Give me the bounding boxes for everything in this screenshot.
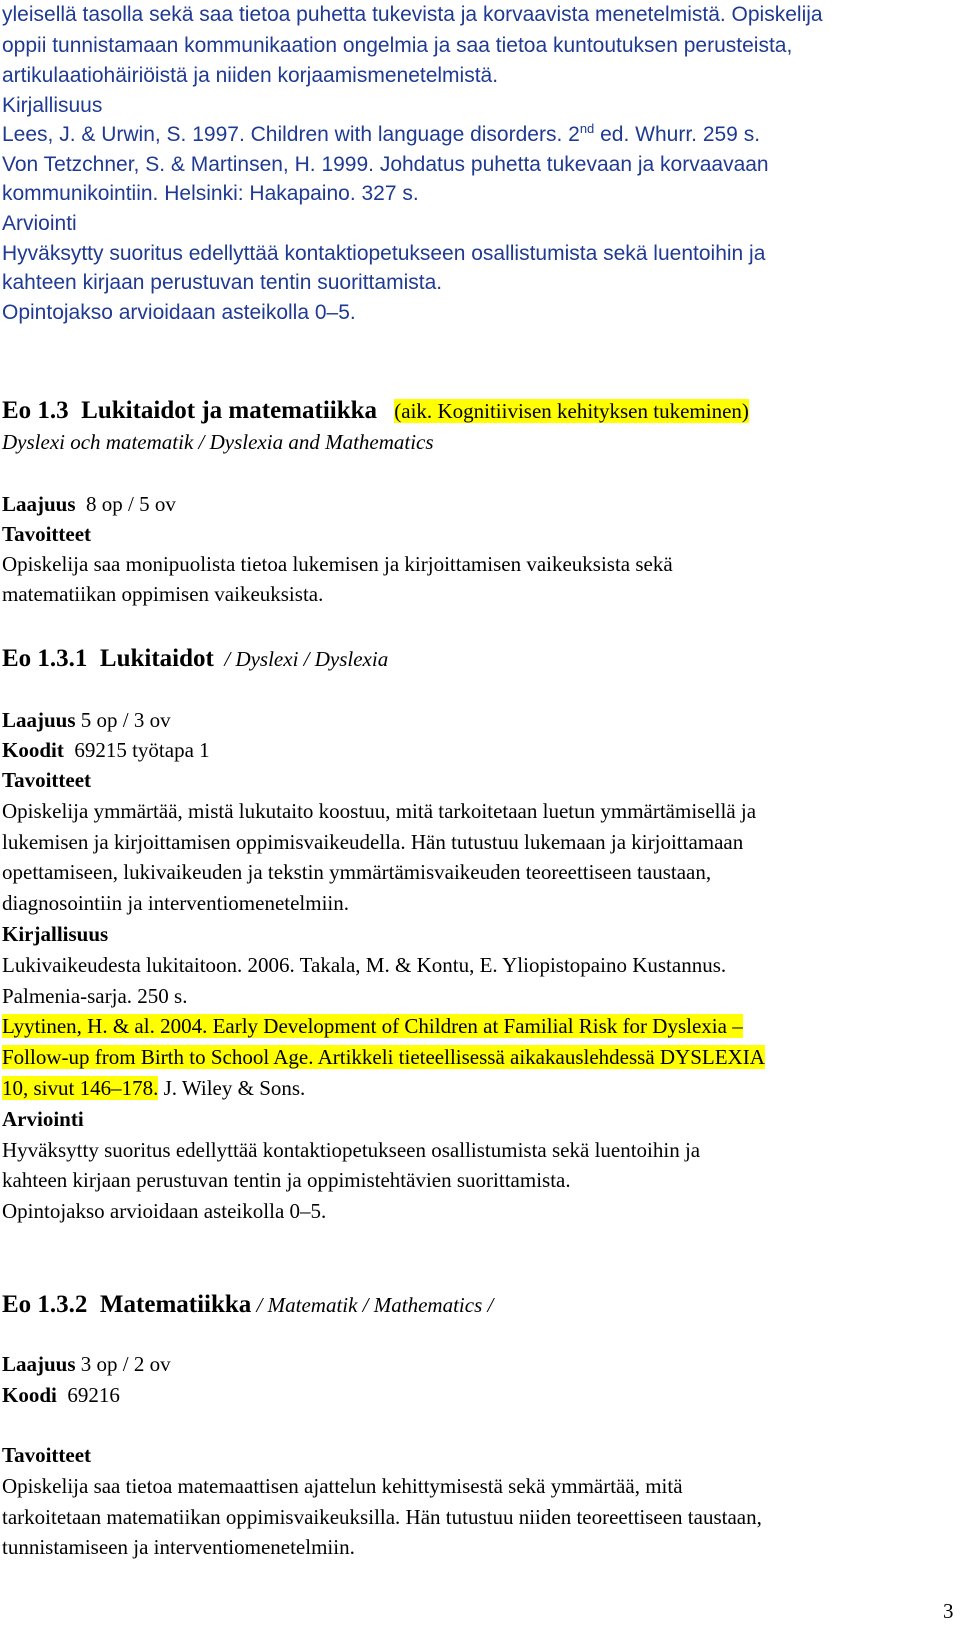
goals-heading: Tavoitteet [2, 522, 92, 546]
literature-item: 10, sivut 146–178. J. Wiley & Sons. [2, 1076, 306, 1100]
evaluation-heading: Arviointi [2, 212, 77, 235]
evaluation-line: kahteen kirjaan perustuvan tentin suorittamista. [2, 271, 443, 294]
scope-row: Laajuus 5 op / 3 ov [2, 708, 171, 732]
literature-item: Palmenia-sarja. 250 s. [2, 984, 188, 1008]
literature-item-highlighted: Lyytinen, H. & al. 2004. Early Development of Children at Familial Risk for Dyslexia – [2, 1014, 743, 1038]
code-row: Koodi 69216 [2, 1383, 120, 1407]
literature-item: Lees, J. & Urwin, S. 1997. Children with language disorders. 2nd ed. Whurr. 259 s. [2, 121, 761, 146]
goals-line: diagnosointiin ja interventiomenetelmiin. [2, 891, 350, 915]
intro-line-2: oppii tunnistamaan kommunikaation ongelmia ja saa tietoa kuntoutuksen perusteista, [2, 34, 793, 57]
goals-heading: Tavoitteet [2, 768, 92, 792]
literature-heading: Kirjallisuus [2, 94, 103, 117]
goals-line: tunnistamiseen ja interventiomenetelmiin. [2, 1535, 355, 1559]
goals-line: Opiskelija saa tietoa matemaattisen ajattelun kehittymisestä sekä ymmärtää, mitä [2, 1474, 683, 1498]
goals-line: Opiskelija ymmärtää, mistä lukutaito koostuu, mitä tarkoitetaan luetun ymmärtämisellä ja [2, 799, 757, 823]
literature-heading: Kirjallisuus [2, 922, 109, 946]
section-title-eo132: Eo 1.3.2 Matematiikka / Matematik / Mathematics / [2, 1291, 494, 1318]
intro-line-1: yleisellä tasolla sekä saa tietoa puhetta tukevista ja korvaavista menetelmistä. Opiskelija [2, 3, 823, 26]
goals-line: lukemisen ja kirjoittamisen oppimisvaikeudella. Hän tutustuu lukemaan ja kirjoittamaan [2, 830, 744, 854]
literature-item-highlighted: Follow-up from Birth to School Age. Artikkeli tieteellisessä aikakauslehdessä DYSLEXIA [2, 1045, 765, 1069]
section-title-eo13: Eo 1.3 Lukitaidot ja matematiikka (aik. Kognitiivisen kehityksen tukeminen) [2, 397, 749, 424]
evaluation-line: Hyväksytty suoritus edellyttää kontaktiopetukseen osallistumista sekä luentoihin ja [2, 1138, 701, 1162]
section-title-eo131: Eo 1.3.1 Lukitaidot / Dyslexi / Dyslexia [2, 645, 389, 672]
scope-row: Laajuus 3 op / 2 ov [2, 1352, 171, 1376]
scope-row: Laajuus 8 op / 5 ov [2, 492, 176, 516]
page-number: 3 [943, 1599, 954, 1623]
literature-item: kommunikointiin. Helsinki: Hakapaino. 327 s. [2, 182, 419, 205]
code-row: Koodit 69215 työtapa 1 [2, 738, 210, 762]
evaluation-heading: Arviointi [2, 1107, 84, 1131]
evaluation-line: Opintojakso arvioidaan asteikolla 0–5. [2, 301, 356, 324]
goals-line: matematiikan oppimisen vaikeuksista. [2, 582, 324, 606]
evaluation-line: kahteen kirjaan perustuvan tentin ja oppimistehtävien suorittamista. [2, 1168, 571, 1192]
intro-line-3: artikulaatiohäiriöistä ja niiden korjaamismenetelmistä. [2, 64, 499, 87]
section-subtitle: Dyslexi och matematik / Dyslexia and Mathematics [2, 430, 434, 454]
literature-item: Lukivaikeudesta lukitaitoon. 2006. Takala, M. & Kontu, E. Yliopistopaino Kustannus. [2, 953, 727, 977]
literature-item: Von Tetzchner, S. & Martinsen, H. 1999. Johdatus puhetta tukevaan ja korvaavaan [2, 153, 769, 176]
evaluation-line: Hyväksytty suoritus edellyttää kontaktiopetukseen osallistumista sekä luentoihin ja [2, 242, 766, 265]
evaluation-line: Opintojakso arvioidaan asteikolla 0–5. [2, 1199, 327, 1223]
goals-line: opettamiseen, lukivaikeuden ja tekstin ymmärtämisvaikeuden teoreettiseen taustaan, [2, 860, 712, 884]
highlighted-note: (aik. Kognitiivisen kehityksen tukeminen) [394, 399, 749, 423]
goals-line: Opiskelija saa monipuolista tietoa lukemisen ja kirjoittamisen vaikeuksista sekä [2, 552, 673, 576]
goals-line: tarkoitetaan matematiikan oppimisvaikeuksilla. Hän tutustuu niiden teoreettiseen taustaan, [2, 1505, 762, 1529]
goals-heading: Tavoitteet [2, 1443, 92, 1467]
